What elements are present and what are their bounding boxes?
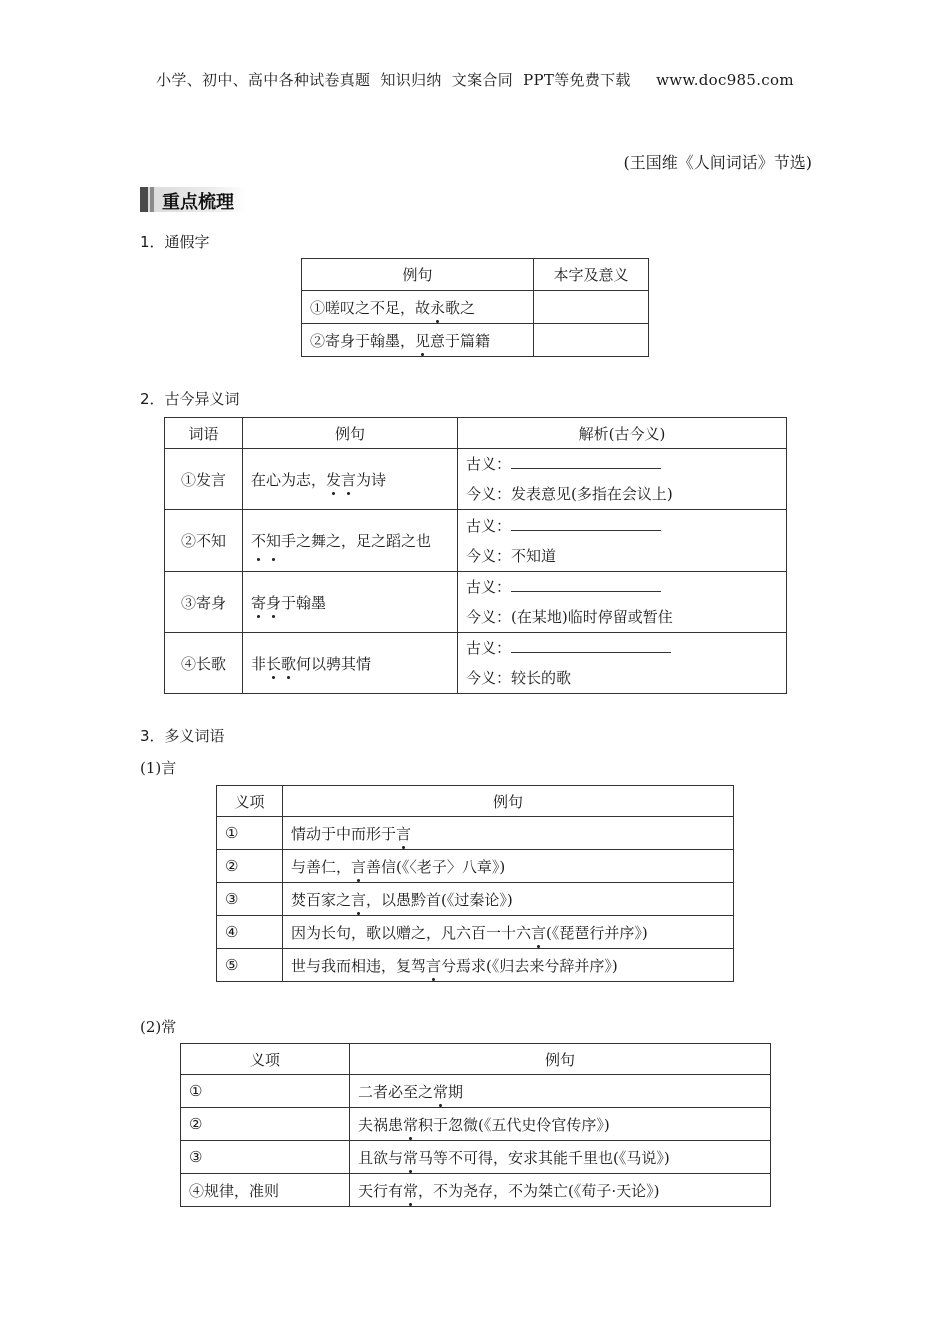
table-header-row bbox=[217, 786, 734, 817]
column-header: 义项 bbox=[181, 1044, 350, 1075]
column-header: 例句 bbox=[350, 1044, 771, 1075]
table-row bbox=[217, 850, 734, 883]
table-row bbox=[181, 1108, 771, 1141]
table-row bbox=[165, 449, 787, 510]
table-row bbox=[302, 291, 649, 324]
example-sentence: 夫祸患常积于忽微(《五代史伶官传序》) bbox=[350, 1108, 771, 1141]
example-sentence: 二者必至之常期 bbox=[350, 1075, 771, 1108]
table-row bbox=[165, 510, 787, 572]
table-row bbox=[165, 633, 787, 694]
answer-cell[interactable] bbox=[534, 324, 649, 357]
word-cell: ②不知 bbox=[165, 510, 243, 572]
ancient-meaning[interactable]: 古义： bbox=[466, 633, 778, 663]
banner-bar-icon bbox=[140, 187, 148, 212]
subsection-yan-label: (1)言 bbox=[140, 759, 177, 777]
word-cell: ④长歌 bbox=[165, 633, 243, 694]
meaning-cell[interactable]: ③ bbox=[181, 1141, 350, 1174]
modern-meaning: 今义：(在某地)临时停留或暂住 bbox=[466, 608, 673, 626]
column-header: 例句 bbox=[243, 418, 458, 449]
source-note: (王国维《人间词话》节选) bbox=[623, 153, 812, 172]
table-row bbox=[217, 949, 734, 982]
table-row bbox=[217, 916, 734, 949]
example-sentence: ①嗟叹之不足，故永歌之 bbox=[302, 291, 534, 324]
meaning-cell bbox=[458, 633, 787, 694]
meaning-cell[interactable]: ① bbox=[217, 817, 283, 850]
gujin-yiyi-table bbox=[164, 417, 787, 694]
table-row bbox=[165, 572, 787, 633]
example-sentence: 且欲与常马等不可得，安求其能千里也(《马说》) bbox=[350, 1141, 771, 1174]
table-header-row bbox=[302, 259, 649, 291]
ancient-meaning[interactable]: 古义： bbox=[466, 449, 778, 479]
ancient-meaning[interactable]: 古义： bbox=[466, 511, 778, 541]
section2-heading: 2．古今异义词 bbox=[140, 390, 240, 408]
meaning-cell[interactable]: ② bbox=[181, 1108, 350, 1141]
subsection-chang-label: (2)常 bbox=[140, 1018, 177, 1036]
example-sentence: 因为长句，歌以赠之，凡六百一十六言(《琵琶行并序》) bbox=[283, 916, 734, 949]
meaning-cell: ④规律，准则 bbox=[181, 1174, 350, 1207]
word-cell: ①发言 bbox=[165, 449, 243, 510]
table-row bbox=[181, 1075, 771, 1108]
example-sentence: 与善仁，言善信(《〈老子〉八章》) bbox=[283, 850, 734, 883]
ancient-meaning[interactable]: 古义： bbox=[466, 572, 778, 602]
table-row bbox=[302, 324, 649, 357]
table-header-row bbox=[165, 418, 787, 449]
modern-meaning: 今义：不知道 bbox=[466, 546, 557, 565]
section1-heading: 1．通假字 bbox=[140, 233, 210, 251]
meaning-cell bbox=[458, 510, 787, 572]
meaning-cell[interactable]: ③ bbox=[217, 883, 283, 916]
chang-table bbox=[180, 1043, 771, 1207]
meaning-cell bbox=[458, 449, 787, 510]
example-sentence: 在心为志，发言为诗 bbox=[243, 449, 458, 510]
modern-meaning: 今义：较长的歌 bbox=[466, 669, 572, 687]
table-row bbox=[181, 1141, 771, 1174]
meaning-cell[interactable]: ② bbox=[217, 850, 283, 883]
section-title: 重点梳理 bbox=[162, 192, 234, 213]
table-row bbox=[217, 883, 734, 916]
banner-bar-icon bbox=[150, 187, 154, 212]
column-header: 本字及意义 bbox=[534, 259, 649, 291]
section3-heading: 3．多义词语 bbox=[140, 727, 225, 745]
meaning-cell bbox=[458, 572, 787, 633]
yan-table bbox=[216, 785, 734, 982]
meaning-cell[interactable]: ① bbox=[181, 1075, 350, 1108]
meaning-cell[interactable]: ⑤ bbox=[217, 949, 283, 982]
column-header: 例句 bbox=[283, 786, 734, 817]
column-header: 词语 bbox=[165, 418, 243, 449]
example-sentence: ②寄身于翰墨，见意于篇籍 bbox=[302, 324, 534, 357]
table-row bbox=[217, 817, 734, 850]
example-sentence: 世与我而相违，复驾言兮焉求(《归去来兮辞并序》) bbox=[283, 949, 734, 982]
table-header-row bbox=[181, 1044, 771, 1075]
example-sentence: 情动于中而形于言 bbox=[283, 817, 734, 850]
column-header: 例句 bbox=[302, 259, 534, 291]
tongjiazi-table bbox=[301, 258, 649, 357]
example-sentence: 焚百家之言，以愚黔首(《过秦论》) bbox=[283, 883, 734, 916]
meaning-cell[interactable]: ④ bbox=[217, 916, 283, 949]
table-row bbox=[181, 1174, 771, 1207]
example-sentence: 寄身于翰墨 bbox=[243, 572, 458, 633]
column-header: 义项 bbox=[217, 786, 283, 817]
page-header-text: 小学、初中、高中各种试卷真题 知识归纳 文案合同 PPT等免费下载 www.doc985.com bbox=[156, 71, 794, 89]
example-sentence: 非长歌何以骋其情 bbox=[243, 633, 458, 694]
column-header: 解析(古今义) bbox=[458, 418, 787, 449]
answer-cell[interactable] bbox=[534, 291, 649, 324]
modern-meaning: 今义：发表意见(多指在会议上) bbox=[466, 485, 673, 503]
example-sentence: 不知手之舞之，足之蹈之也 bbox=[243, 510, 458, 572]
word-cell: ③寄身 bbox=[165, 572, 243, 633]
section-banner bbox=[140, 187, 246, 212]
example-sentence: 天行有常，不为尧存，不为桀亡(《荀子·天论》) bbox=[350, 1174, 771, 1207]
